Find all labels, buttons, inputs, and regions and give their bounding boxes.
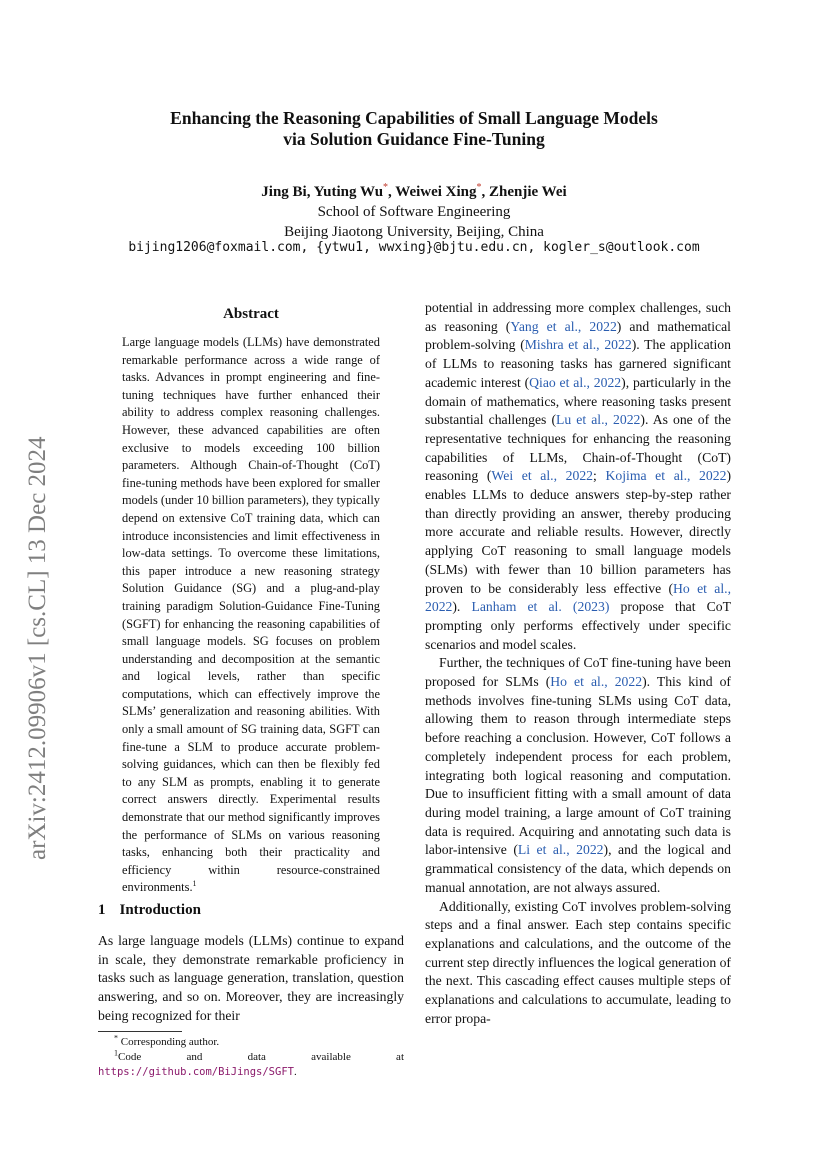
- footnote-star-mark: *: [114, 1033, 118, 1043]
- text-run: potential in addressing more complex challenges, such as reasoning (: [425, 300, 731, 334]
- introduction-paragraph-1-cont: [425, 299, 731, 654]
- footnote-one-text: Code and data available at: [118, 1051, 404, 1063]
- citation-li[interactable]: Li et al., 2022: [517, 842, 604, 858]
- citation-ho-2[interactable]: Ho et al., 2022: [550, 674, 643, 690]
- text-run: ).: [452, 599, 472, 615]
- text-run: propose that CoT prompting only performs effectively under specific scenarios and model scales.: [425, 599, 732, 652]
- introduction-paragraph-2: [425, 654, 731, 897]
- text-run: ), and the logical and grammatical consistency of the data, which depends on manual annotation, are not always assured.: [425, 842, 731, 895]
- footnote-ref-1: 1: [192, 879, 197, 889]
- introduction-paragraph-3: Additionally, existing CoT involves problem-solving steps and a final answer. Each step contains specific explanations and calculations, and the outcome of the current step directly influences the logical generation of the next. This cascading effect causes multiple steps of explanations and calculations to accumulate, leading to error propa-: [425, 898, 731, 1026]
- citation-wei[interactable]: Wei et al., 2022: [491, 468, 594, 484]
- abstract-text: Large language models (LLMs) have demonstrated remarkable performance across a wide range of tasks. Advances in prompt engineering and fine-tuning techniques have further enhanced their ability to address complex reasoning challenges. However, these advanced capabilities are often exclusive to models exceeding 100 billion parameters. Although Chain-of-Thought (CoT) fine-tuning methods have been explored for smaller models (under 10 billion parameters), they typically depend on extensive CoT training data, which can introduce inconsistencies and limit effectiveness in low-data settings. To overcome these limitations, this paper introduce a new reasoning strategy Solution Guidance (SG) and a plug-and-play training paradigm Solution-Guidance Fine-Tuning (SGFT) for enhancing the reasoning capabilities of small language models. SG focuses on problem understanding and decomposition at the semantic and logical levels, rather than specific computations, which can effectively improve the SLMs’ generalization and reasoning abilities. With only a small amount of SG training data, SGFT can fine-tune a SLM to produce accurate problem-solving guidances, which can then be flexibly fed to any SLM as prompts, enabling it to generate correct answers directly. Experimental results demonstrate that our method significantly improves the performance of SLMs on various reasoning tasks, enhancing both their practicality and efficiency within resource-constrained environments.: [122, 335, 380, 895]
- citation-lu[interactable]: Lu et al., 2022: [556, 412, 641, 428]
- citation-kojima[interactable]: Kojima et al., 2022: [605, 468, 727, 484]
- text-run: ). The application of LLMs to reasoning tasks has garnered significant academic interest (: [425, 337, 731, 390]
- text-run: ). As one of the representative techniques for enhancing the reasoning capabilities of LLMs, Chain-of-Thought (CoT) reasoning (: [425, 412, 731, 484]
- section-title: Introduction: [119, 902, 201, 918]
- text-run: ) and mathematical problem-solving (: [425, 318, 731, 353]
- abstract-heading: Abstract: [223, 306, 279, 322]
- citation-mishra[interactable]: Mishra et al., 2022: [524, 337, 632, 353]
- author-emails: bijing1206@foxmail.com, {ytwu1, wwxing}@bjtu.edu.cn, kogler_s@outlook.com: [128, 240, 700, 255]
- corresponding-mark-1: *: [383, 182, 389, 193]
- paper-title: [60, 108, 768, 150]
- abstract-body: [122, 334, 380, 897]
- footnote-one-end: .: [293, 1066, 297, 1078]
- footnote-divider: [98, 1031, 182, 1032]
- citation-lanham[interactable]: Lanham et al. (2023): [471, 599, 610, 615]
- author-3: , Weiwei Xing: [388, 184, 477, 200]
- introduction-paragraph-1-start: As large language models (LLMs) continue to expand in scale, they demonstrate remarkable proficiency in tasks such as language generation, translation, question answering, and so on. Moreover, they are increasingly being recognized for their: [98, 933, 404, 1023]
- author-4: , Zhenjie Wei: [481, 184, 567, 200]
- footnote-code: [98, 1050, 404, 1080]
- affiliation-school: School of Software Engineering: [317, 204, 511, 220]
- citation-qiao[interactable]: Qiao et al., 2022: [529, 374, 622, 390]
- title-line-2: via Solution Guidance Fine-Tuning: [283, 129, 545, 149]
- citation-yang[interactable]: Yang et al., 2022: [510, 318, 617, 334]
- footnote-corresponding: [98, 1035, 404, 1050]
- right-column: [425, 299, 731, 1028]
- footnotes: [98, 1035, 404, 1080]
- author-1: Jing Bi,: [261, 184, 314, 200]
- arxiv-identifier: arXiv:2412.09906v1 [cs.CL] 13 Dec 2024: [24, 436, 51, 860]
- footnote-star-text: Corresponding author.: [118, 1036, 220, 1048]
- title-line-1: Enhancing the Reasoning Capabilities of Small Language Models: [170, 108, 658, 128]
- author-block: [60, 178, 768, 242]
- text-run: ). This kind of methods involves fine-tuning SLMs using CoT data, allowing them to reason through intermediate steps before reaching a conclusion. However, CoT follows a completely independent process for each problem, integrating both logical reasoning and computation. Due to insufficient fitting with a small amount of data during model training, a large amount of CoT training data is required. Acquiring and annotating such data is labor-intensive (: [425, 674, 731, 858]
- section-number: 1: [98, 902, 106, 918]
- footnote-one-mark: 1: [114, 1048, 118, 1058]
- corresponding-mark-2: *: [476, 182, 482, 193]
- text-run: Further, the techniques of CoT fine-tuning have been proposed for SLMs (: [425, 655, 731, 690]
- code-link[interactable]: https://github.com/BiJings/SGFT: [98, 1066, 294, 1078]
- affiliation-university: Beijing Jiaotong University, Beijing, China: [284, 224, 544, 240]
- text-run: ;: [593, 468, 606, 484]
- author-2: Yuting Wu: [313, 184, 384, 200]
- author-names: [60, 178, 768, 202]
- section-heading-introduction: [98, 902, 201, 919]
- text-run: ), particularly in the domain of mathematics, where reasoning tasks present substantial challenges (: [425, 374, 732, 428]
- citation-ho-1[interactable]: Ho et al., 2022: [425, 580, 731, 615]
- text-run: ) enables LLMs to deduce answers step-by-step rather than directly providing an answer, thereby producing more accurate and reliable results. However, directly applying CoT reasoning to small language models (SLMs) with fewer than 10 billion parameters has proven to be considerably less effective (: [425, 468, 731, 596]
